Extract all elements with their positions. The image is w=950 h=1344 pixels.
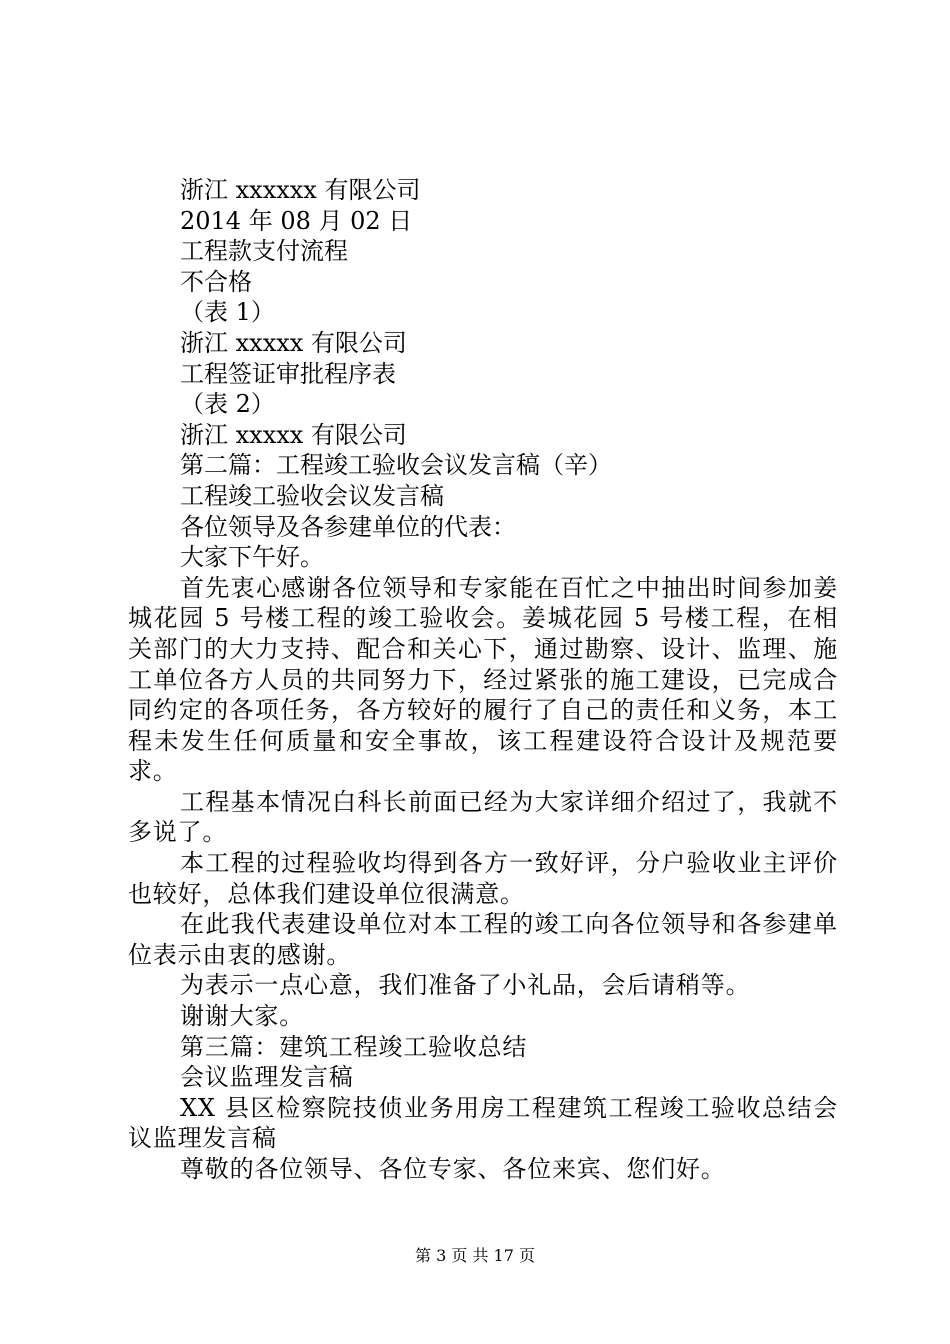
body-paragraph: 在此我代表建设单位对本工程的竣工向各位领导和各参建单位表示由衷的感谢。 [128,910,838,969]
text-line: 工程款支付流程 [180,237,348,266]
company-name-line: 浙江 xxxxx 有限公司 [180,420,407,449]
body-paragraph: 首先衷心感谢各位领导和专家能在百忙之中抽出时间参加姜城花园 5 号楼工程的竣工验收会。姜城花园 5 号楼工程，在相关部门的大力支持、配合和关心下，通过勘察、设计、监理、施工单位各方人员的共同努力下，经过紧张的施工建设，已完成合同约定的各项任务，各方较好的履行了自己的责任和义务，本工程未发生任何质量和安全事故，该工程建设符合设计及规范要求。 [128,573,838,786]
body-paragraph: 为表示一点心意，我们准备了小礼品，会后请稍等。 [180,971,751,1000]
salutation-line: 各位领导及各参建单位的代表： [180,512,516,541]
company-name-line: 浙江 xxxxx 有限公司 [180,328,407,357]
date-line: 2014 年 08 月 02 日 [180,206,413,235]
body-paragraph: 本工程的过程验收均得到各方一致好评，分户验收业主评价也较好，总体我们建设单位很满意。 [128,849,838,908]
body-paragraph: 谢谢大家。 [180,1002,304,1031]
document-body [128,175,838,1185]
table-label-line: （表 1） [180,298,275,327]
section-heading: 第三篇：建筑工程竣工验收总结 [180,1032,528,1061]
speech-title: 会议监理发言稿 [180,1063,354,1092]
company-name-line: 浙江 xxxxxx 有限公司 [180,176,421,204]
section-heading: 第二篇：工程竣工验收会议发言稿（辛） [180,451,612,480]
text-line: 工程签证审批程序表 [180,359,396,388]
page-number-footer: 第 3 页 共 17 页 [415,1246,535,1265]
speech-title: 工程竣工验收会议发言稿 [180,481,444,510]
greeting-line: 大家下午好。 [180,543,324,572]
body-paragraph: 尊敬的各位领导、各位专家、各位来宾、您们好。 [180,1155,726,1183]
speech-title: XX 县区检察院技侦业务用房工程建筑工程竣工验收总结会议监理发言稿 [128,1093,838,1153]
table-label-line: （表 2） [180,390,275,419]
text-line: 不合格 [180,267,252,296]
body-paragraph: 工程基本情况白科长前面已经为大家详细介绍过了，我就不多说了。 [128,787,838,847]
